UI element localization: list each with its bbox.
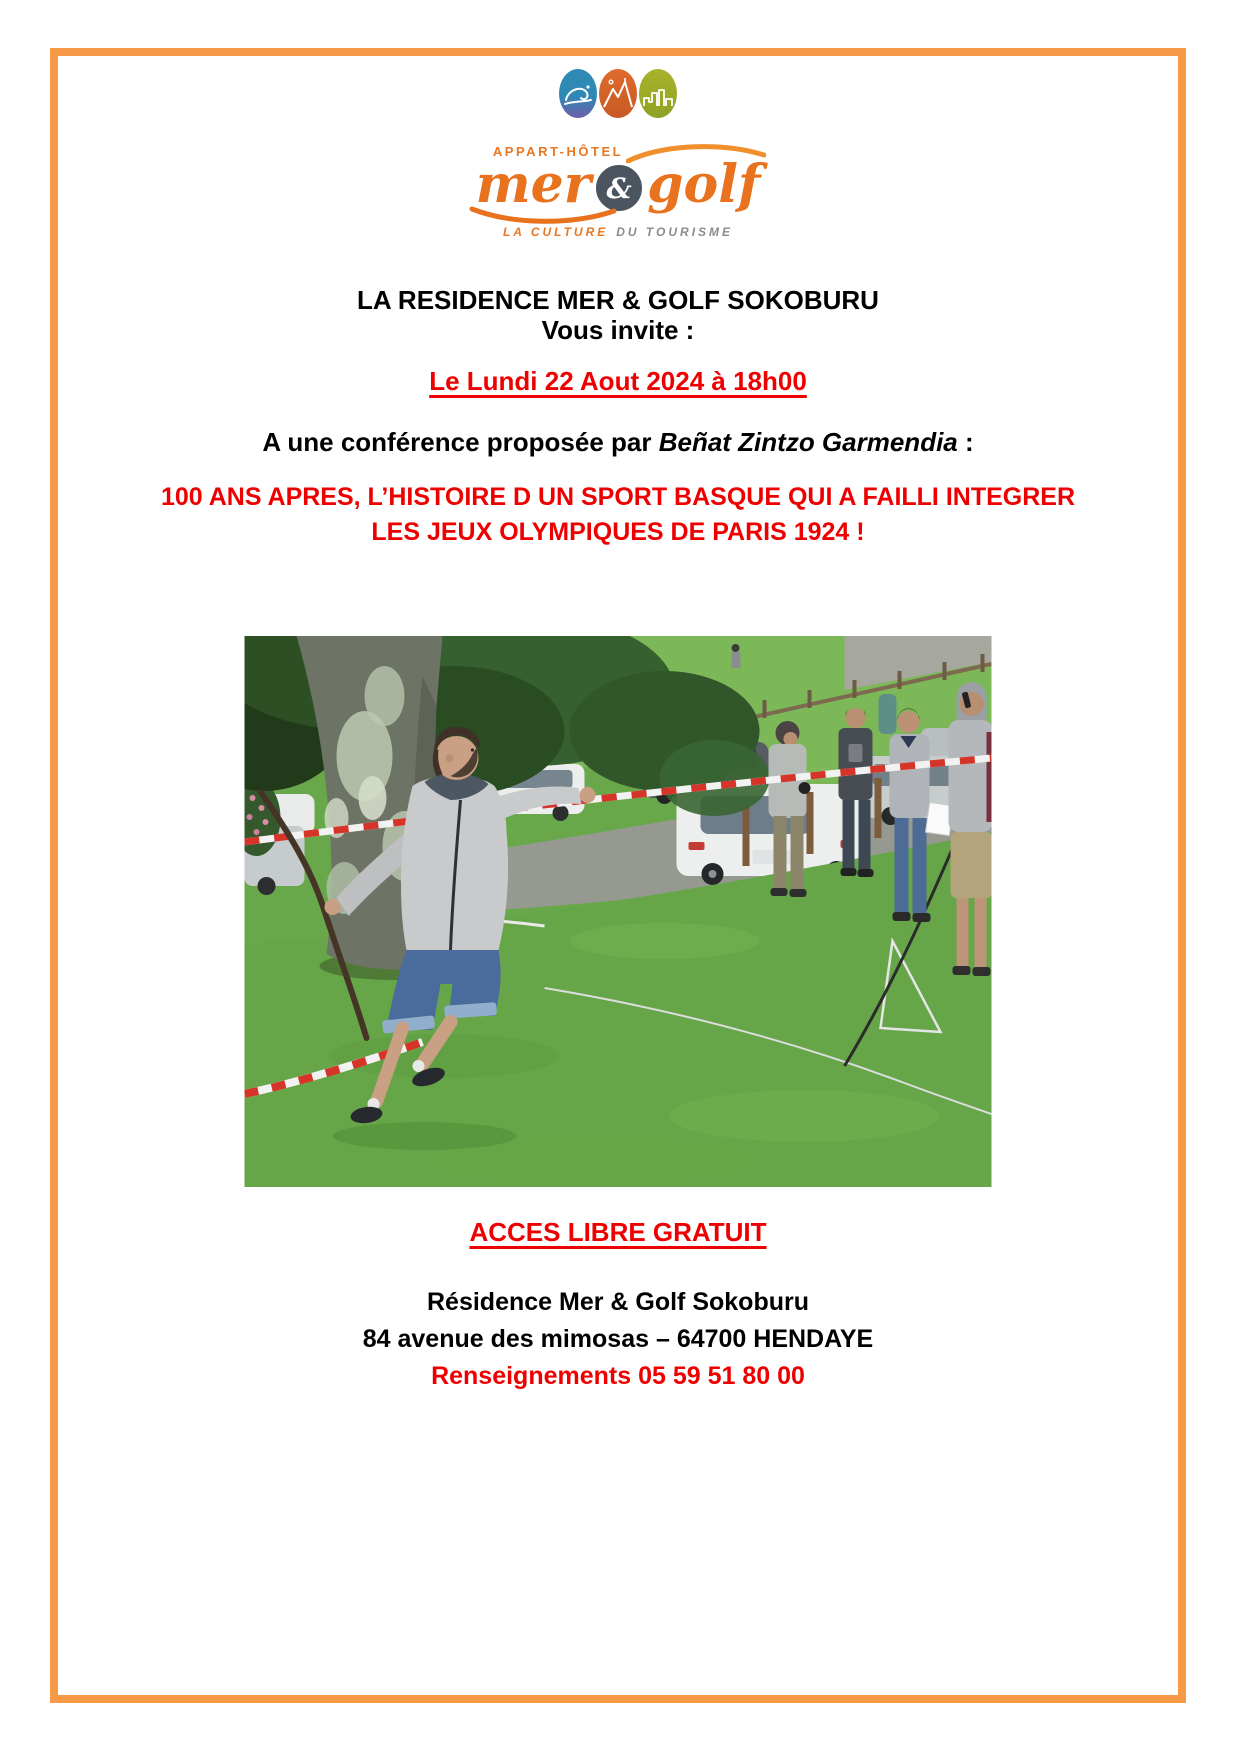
distant-person bbox=[732, 644, 741, 668]
headline-line-1: 100 ANS APRES, L’HISTOIRE D UN SPORT BASQUE QUI A FAILLI INTEGRER bbox=[160, 483, 1075, 511]
event-photo bbox=[245, 636, 992, 1187]
logo-swash-bottom bbox=[468, 205, 618, 225]
mer-golf-logo bbox=[58, 69, 1178, 239]
logo-circles bbox=[559, 69, 677, 118]
residence-name-line: Résidence Mer & Golf Sokoburu bbox=[426, 1288, 809, 1316]
logo-swash-top bbox=[626, 141, 766, 163]
logo-script bbox=[476, 153, 761, 217]
conference-line bbox=[58, 427, 1178, 458]
conference-speaker: Beñat Zintzo Garmendia bbox=[658, 427, 958, 457]
wave-icon bbox=[559, 69, 597, 118]
event-date-line: Le Lundi 22 Aout 2024 à 18h00 bbox=[429, 366, 807, 396]
conference-headline bbox=[58, 480, 1178, 550]
invite-line: Vous invite : bbox=[541, 315, 695, 345]
logo-brand-top: APPART-HÔTEL bbox=[492, 144, 624, 159]
logo-tagline bbox=[503, 225, 733, 239]
free-access-line: ACCES LIBRE GRATUIT bbox=[469, 1217, 767, 1247]
conference-prefix: A une conférence proposée par bbox=[262, 427, 659, 457]
logo-tagline-right: DU TOURISME bbox=[616, 225, 734, 239]
logo-word-golf: golf bbox=[647, 154, 761, 215]
headline-line-2: LES JEUX OLYMPIQUES DE PARIS 1924 ! bbox=[371, 518, 865, 546]
logo-word-mer: mer bbox=[475, 154, 592, 215]
footer-address-block bbox=[58, 1284, 1178, 1395]
conference-suffix: : bbox=[957, 427, 974, 457]
address-line: 84 avenue des mimosas – 64700 HENDAYE bbox=[362, 1325, 874, 1353]
logo-tagline-left: LA CULTURE bbox=[502, 225, 609, 239]
page-border bbox=[50, 48, 1186, 1703]
logo-ampersand: & bbox=[593, 162, 645, 214]
residence-title-line: LA RESIDENCE MER & GOLF SOKOBURU bbox=[357, 285, 879, 315]
phone-info-line: Renseignements 05 59 51 80 00 bbox=[431, 1362, 805, 1390]
city-icon bbox=[639, 69, 677, 118]
invitation-title bbox=[58, 285, 1178, 345]
mountain-icon bbox=[599, 69, 637, 118]
